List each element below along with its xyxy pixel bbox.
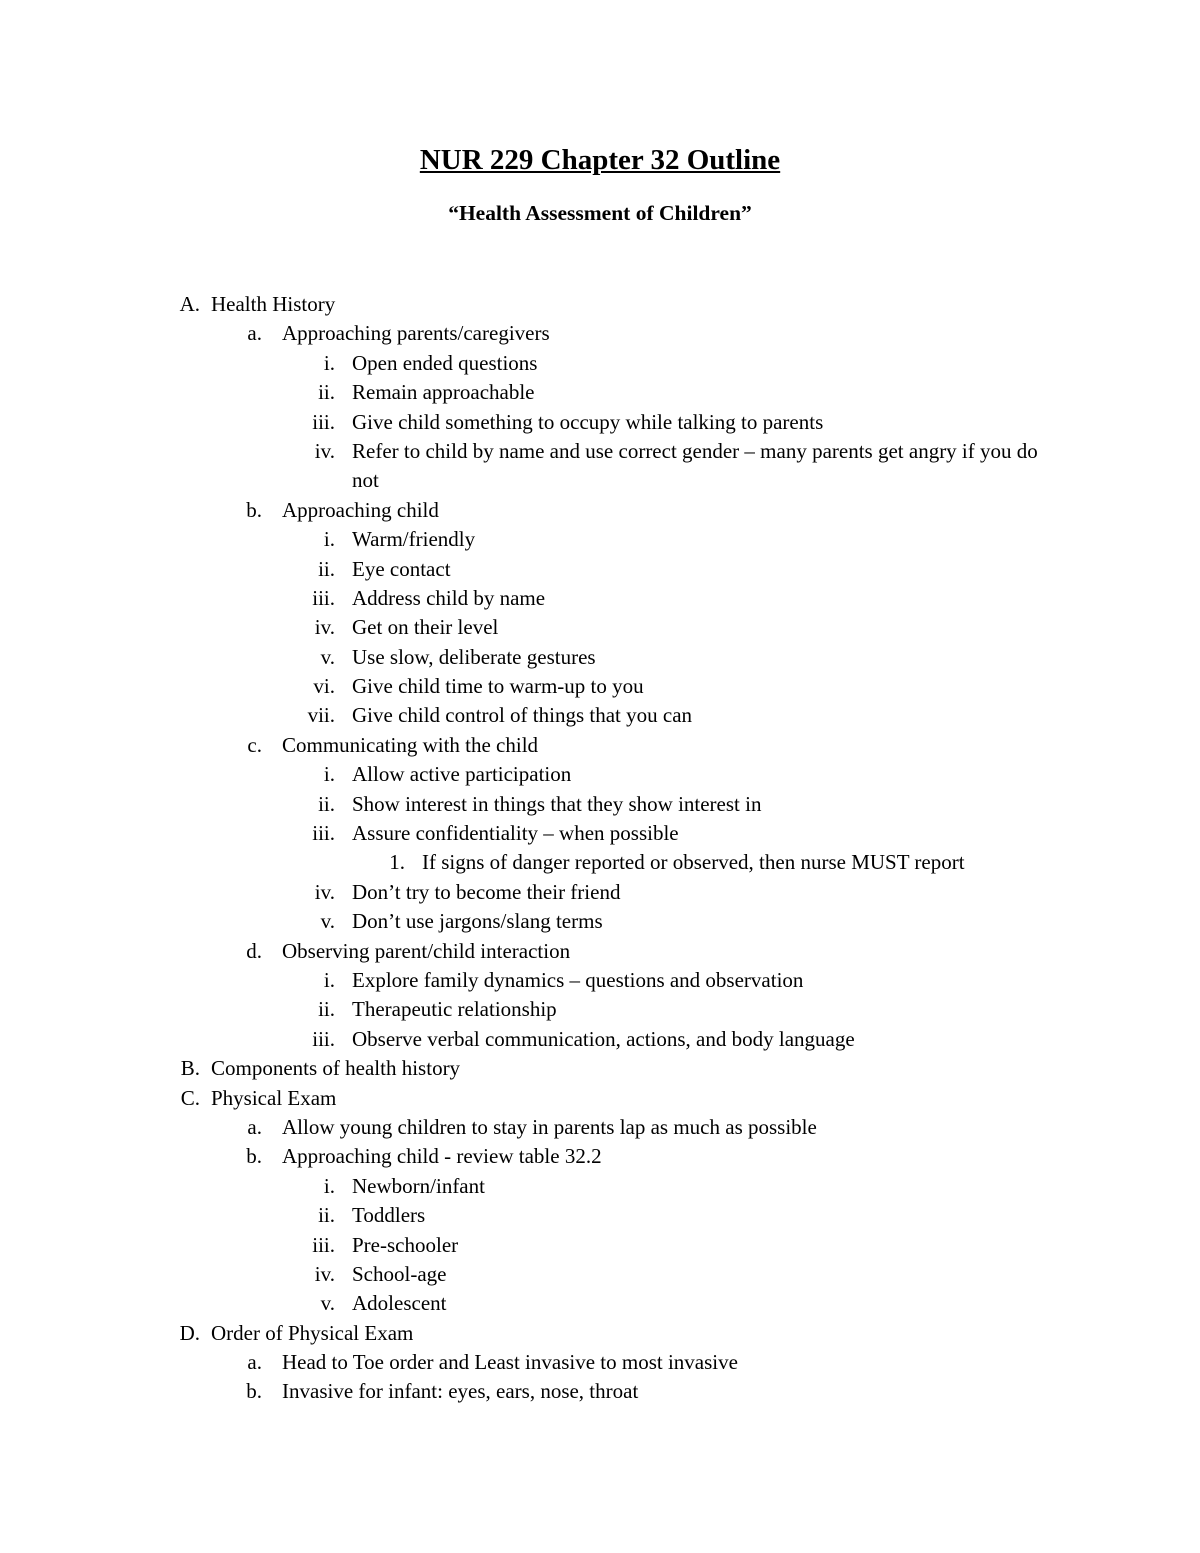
outline-item-level-3	[0, 378, 1200, 407]
outline-item-marker: d.	[246, 938, 262, 963]
outline-item-text: Toddlers	[352, 1203, 426, 1228]
outline-item-marker: i.	[323, 527, 335, 552]
outline-item-level-3	[0, 672, 1200, 701]
outline-item-marker: a.	[247, 1114, 262, 1139]
page-subtitle: “Health Assessment of Children”	[448, 201, 752, 225]
outline-item-text: Therapeutic relationship	[352, 997, 557, 1022]
outline-item-marker: b.	[246, 1379, 262, 1404]
outline-item-marker: iv.	[314, 615, 335, 640]
outline-item-level-1	[0, 1319, 1200, 1348]
outline-item-marker: i.	[323, 350, 335, 375]
outline-item-level-3	[0, 613, 1200, 642]
outline-item-marker: A.	[179, 292, 200, 316]
outline-item-text: Give child something to occupy while talking to parents	[352, 409, 824, 434]
outline-item-level-1	[0, 290, 1200, 319]
outline-list	[0, 290, 1200, 1407]
outline-item-text: Physical Exam	[211, 1085, 337, 1110]
outline-item-level-3	[0, 1260, 1200, 1289]
outline-item-level-3	[0, 643, 1200, 672]
outline-item-text: Invasive for infant: eyes, ears, nose, throat	[282, 1379, 639, 1404]
outline-item-marker: iii.	[312, 1232, 335, 1257]
outline-item-level-2	[0, 1348, 1200, 1377]
outline-item-level-2	[0, 1377, 1200, 1406]
outline-item-marker: 1.	[389, 850, 405, 875]
outline-item-level-1	[0, 1084, 1200, 1113]
outline-item-level-3	[0, 408, 1200, 437]
outline-item-marker: B.	[180, 1056, 200, 1081]
outline-item-level-3	[0, 907, 1200, 936]
outline-item-level-3	[0, 437, 1200, 496]
outline-item-level-3	[0, 525, 1200, 554]
outline-item-level-2	[0, 937, 1200, 966]
outline-item-text: Address child by name	[352, 585, 546, 610]
outline-item-text: Don’t use jargons/slang terms	[352, 909, 603, 934]
outline-item-level-1	[0, 1054, 1200, 1083]
outline-item-level-3	[0, 1289, 1200, 1318]
outline-item-text: Pre-schooler	[352, 1232, 459, 1257]
outline-item-text: Approaching child - review table 32.2	[282, 1144, 602, 1169]
outline-item-level-3	[0, 1172, 1200, 1201]
outline-item-text: Get on their level	[352, 615, 499, 640]
outline-item-level-3	[0, 790, 1200, 819]
outline-item-text: Give child time to warm-up to you	[352, 674, 644, 699]
outline-item-text: School-age	[352, 1261, 447, 1286]
outline-item-text: Use slow, deliberate gestures	[352, 644, 596, 669]
outline-item-level-3	[0, 349, 1200, 378]
outline-item-marker: iv.	[314, 879, 335, 904]
outline-item-text: Communicating with the child	[282, 732, 539, 757]
outline-item-marker: i.	[323, 968, 335, 992]
outline-item-marker: iii.	[312, 1026, 335, 1051]
outline-item-level-3	[0, 966, 1200, 995]
outline-item-text: Eye contact	[352, 556, 451, 581]
outline-item-text: Show interest in things that they show interest in	[352, 791, 762, 816]
outline-item-text: Remain approachable	[352, 380, 535, 405]
outline-item-level-3	[0, 701, 1200, 730]
outline-item-marker: b.	[246, 1144, 262, 1169]
outline-item-level-2	[0, 1113, 1200, 1142]
outline-item-level-3	[0, 819, 1200, 848]
outline-item-level-3	[0, 995, 1200, 1024]
outline-item-level-3	[0, 878, 1200, 907]
outline-item-marker: b.	[246, 497, 262, 522]
outline-item-level-4	[0, 848, 1200, 877]
outline-item-level-2	[0, 1142, 1200, 1171]
outline-item-level-3	[0, 584, 1200, 613]
outline-item-marker: vi.	[313, 674, 335, 699]
outline-item-marker: i.	[323, 1173, 335, 1198]
outline-item-marker: c.	[247, 732, 262, 757]
outline-item-text: Assure confidentiality – when possible	[352, 821, 679, 846]
outline-item-text: Give child control of things that you can	[352, 703, 693, 728]
outline-item-marker: C.	[180, 1085, 200, 1110]
outline-item-text: Newborn/infant	[352, 1173, 485, 1198]
outline-item-marker: iv.	[314, 438, 335, 463]
outline-item-text: Allow active participation	[352, 762, 572, 787]
outline-item-marker: iii.	[312, 585, 335, 610]
outline-item-level-3	[0, 1201, 1200, 1230]
outline-item-text: Allow young children to stay in parents lap as much as possible	[282, 1114, 817, 1139]
outline-item-marker: ii.	[318, 791, 335, 816]
outline-item-marker: iii.	[312, 821, 335, 846]
outline-item-marker: vii.	[307, 703, 335, 728]
outline-item-level-3	[0, 1231, 1200, 1260]
outline-item-marker: ii.	[318, 997, 335, 1022]
page-title: NUR 229 Chapter 32 Outline	[419, 144, 781, 176]
outline-item-text: Health History	[211, 292, 336, 316]
outline-item-text: Components of health history	[211, 1056, 461, 1081]
outline-item-marker: ii.	[318, 556, 335, 581]
outline-item-marker: a.	[247, 321, 262, 346]
outline-item-text: Order of Physical Exam	[211, 1320, 414, 1345]
outline-item-marker: iv.	[314, 1261, 335, 1286]
outline-item-marker: ii.	[318, 1203, 335, 1228]
outline-item-level-2	[0, 319, 1200, 348]
outline-item-marker: v.	[320, 909, 335, 934]
outline-item-marker: v.	[320, 1291, 335, 1316]
outline-item-text: Approaching child	[282, 497, 439, 522]
outline-item-marker: i.	[323, 762, 335, 787]
outline-item-text: Don’t try to become their friend	[352, 879, 621, 904]
outline-item-text: Refer to child by name and use correct gender – many parents get angry if you do not	[352, 438, 1038, 493]
outline-item-level-3	[0, 760, 1200, 789]
outline-item-marker: a.	[247, 1350, 262, 1375]
outline-item-text: Head to Toe order and Least invasive to most invasive	[282, 1350, 738, 1375]
outline-item-marker: D.	[179, 1320, 200, 1345]
outline-item-marker: v.	[320, 644, 335, 669]
outline-item-marker: iii.	[312, 409, 335, 434]
outline-item-text: If signs of danger reported or observed, then nurse MUST report	[422, 850, 965, 875]
outline-item-text: Observe verbal communication, actions, and body language	[352, 1026, 855, 1051]
outline-item-text: Explore family dynamics – questions and observation	[352, 968, 804, 992]
outline-item-level-3	[0, 1025, 1200, 1054]
outline-item-marker: ii.	[318, 380, 335, 405]
outline-item-level-3	[0, 555, 1200, 584]
outline-item-text: Approaching parents/caregivers	[282, 321, 550, 346]
outline-item-text: Adolescent	[352, 1291, 447, 1316]
outline-item-level-2	[0, 496, 1200, 525]
outline-item-text: Warm/friendly	[352, 527, 476, 552]
outline-item-text: Open ended questions	[352, 350, 538, 375]
outline-item-level-2	[0, 731, 1200, 760]
outline-item-text: Observing parent/child interaction	[282, 938, 571, 963]
